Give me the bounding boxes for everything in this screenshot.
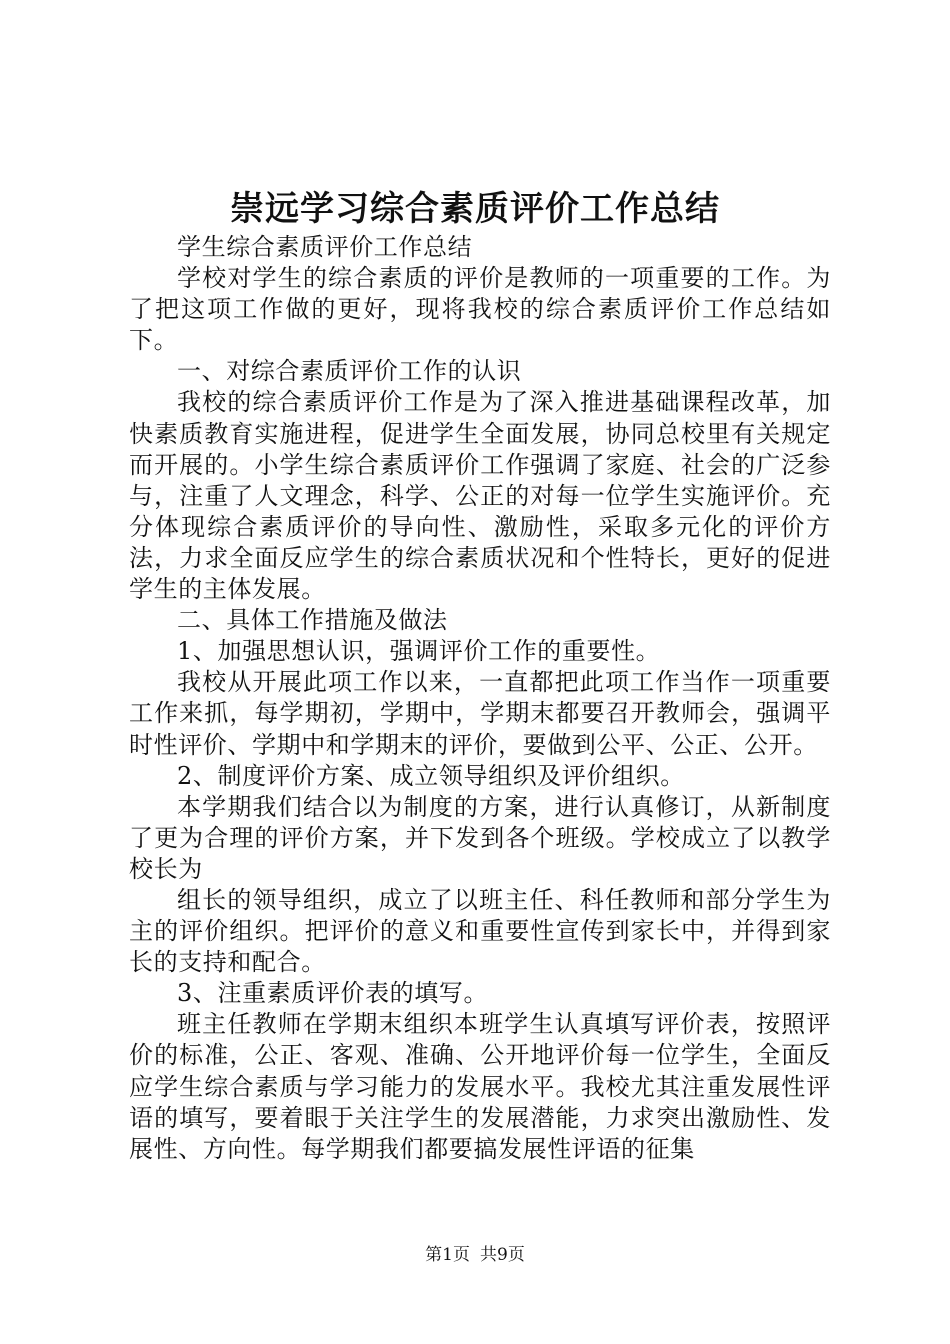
- sub-heading-2: 2、制度评价方案、成立领导组织及评价组织。: [177, 761, 685, 790]
- sub-heading-3: 3、注重素质评价表的填写。: [177, 979, 489, 1008]
- sub-heading-1: 1、加强思想认识，强调评价工作的重要性。: [177, 637, 661, 666]
- paragraph-measure-1: 我校从开展此项工作以来，一直都把此项工作当作一项重要工作来抓，每学期初，学期中，学期末都要召开教师会，强调平时性评价、学期中和学期末的评价，要做到公平、公正、公开。: [129, 668, 831, 759]
- paragraph-subtitle: 学生综合素质评价工作总结: [177, 233, 473, 261]
- document-title: 崇远学习综合素质评价工作总结: [230, 189, 720, 229]
- section-heading-1: 一、对综合素质评价工作的认识: [177, 357, 522, 386]
- paragraph-intro: 学校对学生的综合素质的评价是教师的一项重要的工作。为了把这项工作做的更好，现将我校的综合素质评价工作总结如下。: [129, 264, 831, 355]
- page-footer: [0, 1243, 950, 1267]
- paragraph-measure-2a: 本学期我们结合以为制度的方案，进行认真修订，从新制度了更为合理的评价方案，并下发到各个班级。学校成立了以教学校长为: [129, 792, 831, 883]
- paragraph-measure-2b: 组长的领导组织，成立了以班主任、科任教师和部分学生为主的评价组织。把评价的意义和重要性宣传到家长中，并得到家长的支持和配合。: [129, 885, 831, 977]
- paragraph-understanding: 我校的综合素质评价工作是为了深入推进基础课程改革，加快素质教育实施进程，促进学生全面发展，协同总校里有关规定而开展的。小学生综合素质评价工作强调了家庭、社会的广泛参与，注重了人文理念，科学、公正的对每一位学生实施评价。充分体现综合素质评价的导向性、激励性，采取多元化的评价方法，力求全面反应学生的综合素质状况和个性特长，更好的促进学生的主体发展。: [129, 388, 831, 604]
- page-total: 共9页: [480, 1245, 525, 1265]
- document-body: [129, 232, 831, 1165]
- paragraph-measure-3: 班主任教师在学期末组织本班学生认真填写评价表，按照评价的标准，公正、客观、准确、公开地评价每一位学生，全面反应学生综合素质与学习能力的发展水平。我校尤其注重发展性评语的填写，要着眼于关注学生的发展潜能，力求突出激励性、发展性、方向性。每学期我们都要搞发展性评语的征集: [129, 1010, 831, 1163]
- section-heading-2: 二、具体工作措施及做法: [177, 606, 448, 635]
- page-number: 第1页: [425, 1245, 470, 1265]
